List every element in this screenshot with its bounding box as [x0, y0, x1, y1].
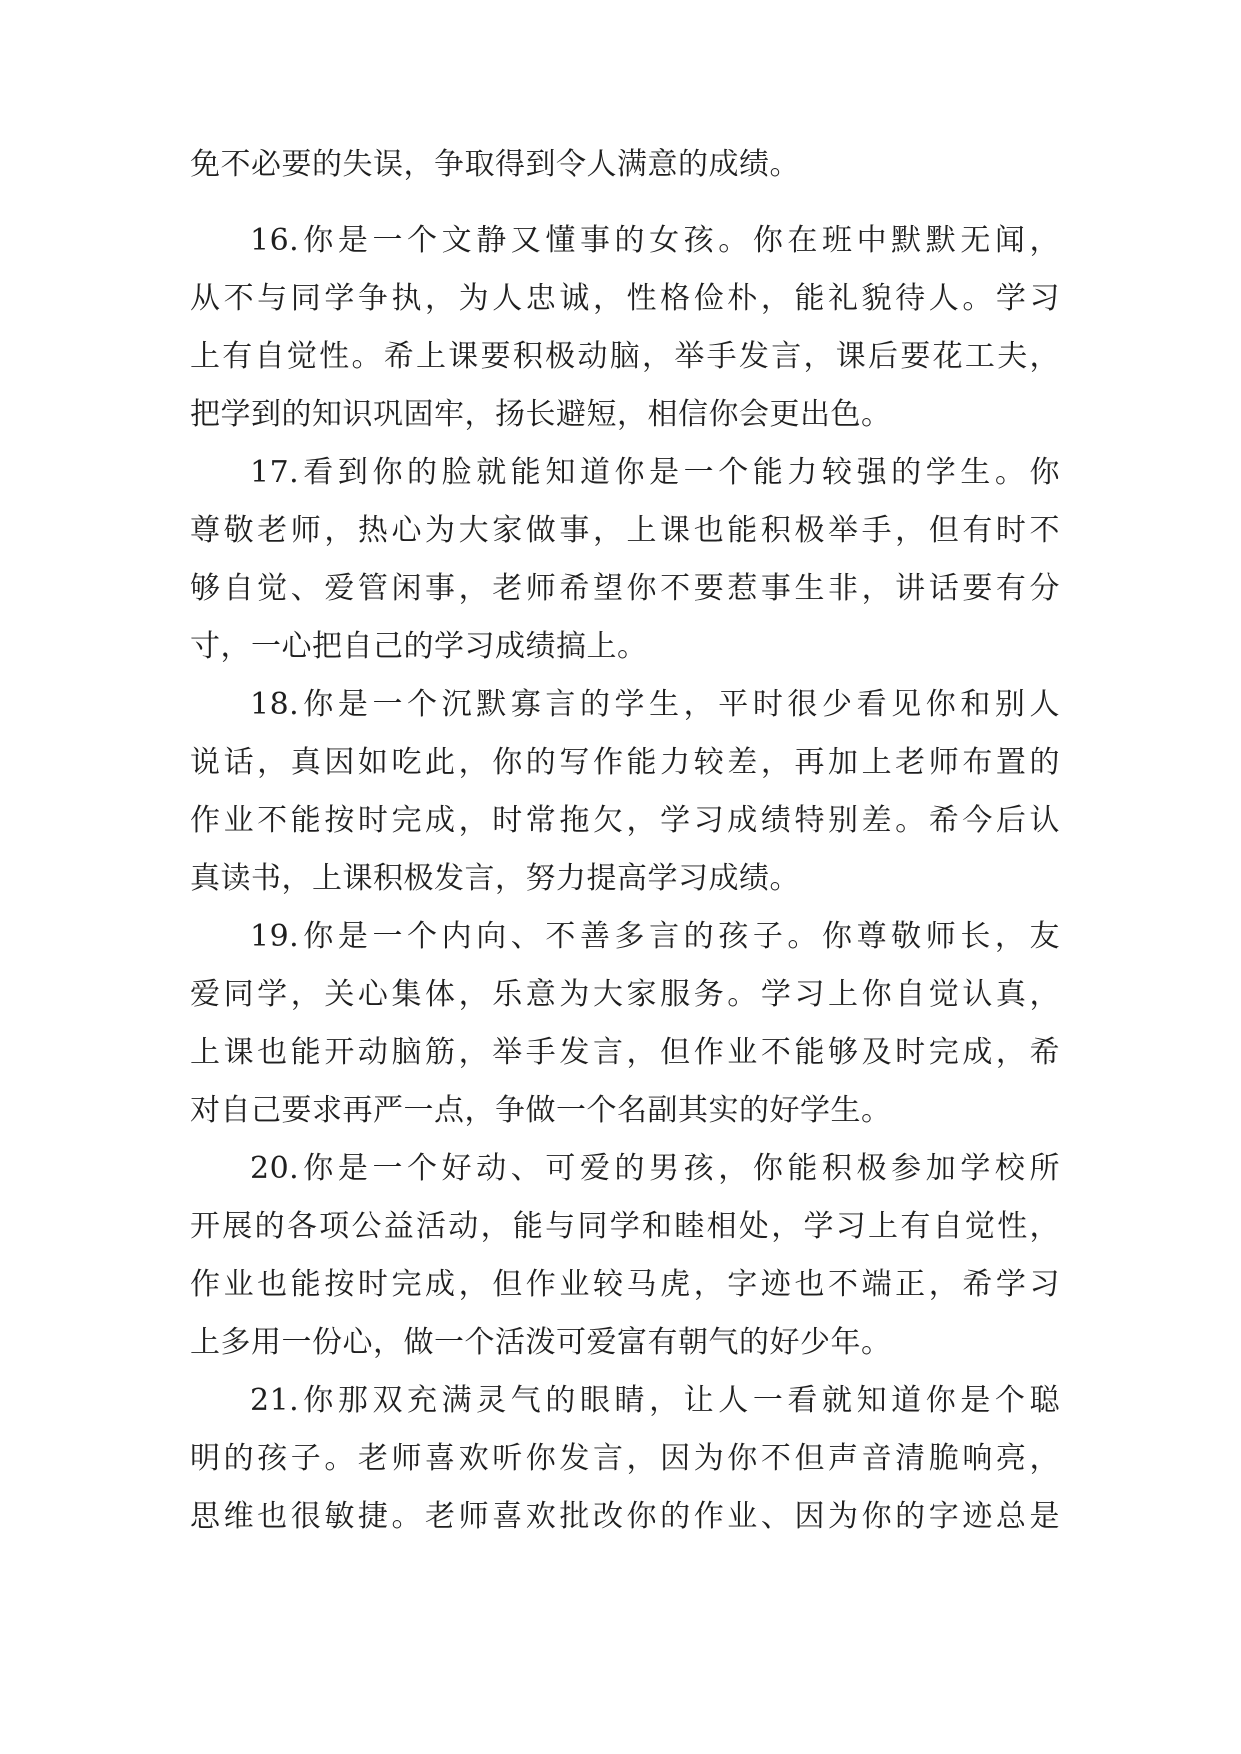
paragraph-line: 开展的各项公益活动，能与同学和睦相处，学习上有自觉性，	[190, 1209, 1060, 1244]
paragraph-line: 16.你是一个文静又懂事的女孩。你在班中默默无闻，	[250, 223, 1060, 258]
paragraph-line: 19.你是一个内向、不善多言的孩子。你尊敬师长，友	[250, 919, 1060, 954]
paragraph-line: 免不必要的失误，争取得到令人满意的成绩。	[190, 147, 800, 182]
paragraph-line: 从不与同学争执，为人忠诚，性格俭朴，能礼貌待人。学习	[190, 281, 1060, 316]
paragraph-line: 爱同学，关心集体，乐意为大家服务。学习上你自觉认真，	[190, 977, 1060, 1012]
paragraph-line: 把学到的知识巩固牢，扬长避短，相信你会更出色。	[190, 397, 892, 432]
paragraph-line: 20.你是一个好动、可爱的男孩，你能积极参加学校所	[250, 1151, 1060, 1186]
paragraph-line: 上多用一份心，做一个活泼可爱富有朝气的好少年。	[190, 1325, 892, 1360]
paragraph-line: 真读书，上课积极发言，努力提高学习成绩。	[190, 861, 800, 896]
paragraph-line: 明的孩子。老师喜欢听你发言，因为你不但声音清脆响亮，	[190, 1441, 1060, 1476]
paragraph-line: 21.你那双充满灵气的眼睛，让人一看就知道你是个聪	[250, 1383, 1060, 1418]
paragraph-line: 18.你是一个沉默寡言的学生，平时很少看见你和别人	[250, 687, 1060, 722]
paragraph-line: 17.看到你的脸就能知道你是一个能力较强的学生。你	[250, 455, 1060, 490]
paragraph-line: 上课也能开动脑筋，举手发言，但作业不能够及时完成，希	[190, 1035, 1060, 1070]
paragraph-line: 思维也很敏捷。老师喜欢批改你的作业、因为你的字迹总是	[190, 1499, 1060, 1534]
paragraph-line: 作业不能按时完成，时常拖欠，学习成绩特别差。希今后认	[190, 803, 1060, 838]
paragraph-line: 上有自觉性。希上课要积极动脑，举手发言，课后要花工夫，	[190, 339, 1060, 374]
paragraph-line: 说话，真因如吃此，你的写作能力较差，再加上老师布置的	[190, 745, 1060, 780]
paragraph-line: 够自觉、爱管闲事，老师希望你不要惹事生非，讲话要有分	[190, 571, 1060, 606]
paragraph-line: 尊敬老师，热心为大家做事，上课也能积极举手，但有时不	[190, 513, 1060, 548]
paragraph-line: 对自己要求再严一点，争做一个名副其实的好学生。	[190, 1093, 892, 1128]
paragraph-line: 作业也能按时完成，但作业较马虎，字迹也不端正，希学习	[190, 1267, 1060, 1302]
paragraph-line: 寸，一心把自己的学习成绩搞上。	[190, 629, 648, 664]
